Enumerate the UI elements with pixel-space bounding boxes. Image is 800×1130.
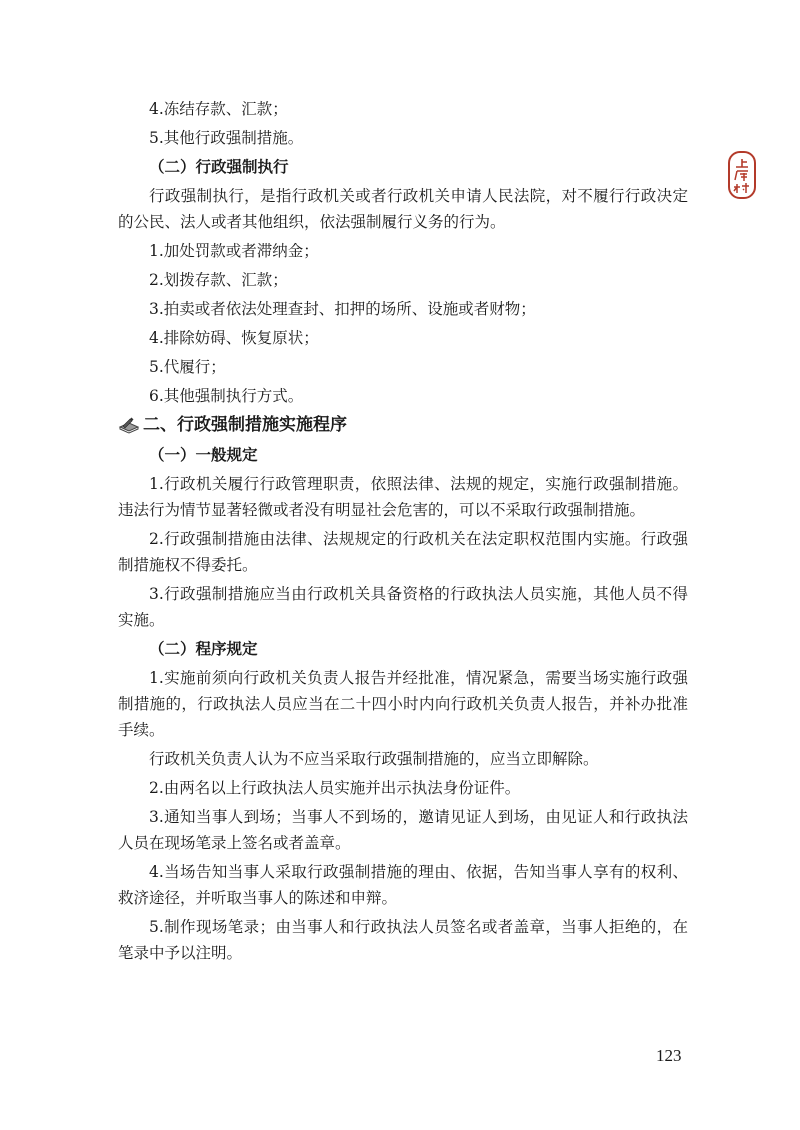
section-heading	[118, 412, 688, 438]
subheading: （二）行政强制执行	[149, 158, 289, 176]
paragraph: 1.行政机关履行行政管理职责，依照法律、法规的规定，实施行政强制措施。违法行为情节显著轻微或者没有明显社会危害的，可以不采取行政强制措施。	[118, 475, 688, 519]
paragraph: 2.由两名以上行政执法人员实施并出示执法身份证件。	[149, 779, 521, 797]
paragraph: 6.其他强制执行方式。	[149, 387, 304, 405]
paragraph: 1.实施前须向行政机关负责人报告并经批准，情况紧急，需要当场实施行政强制措施的，行政执法人员应当在二十四小时内向行政机关负责人报告，并补办批准手续。	[118, 669, 688, 739]
paragraph: 3.拍卖或者依法处理查封、扣押的场所、设施或者财物；	[149, 300, 536, 318]
paragraph: 5.制作现场笔录；由当事人和行政执法人员签名或者盖章，当事人拒绝的，在笔录中予以注明。	[118, 918, 688, 962]
paragraph: 2.行政强制措施由法律、法规规定的行政机关在法定职权范围内实施。行政强制措施权不得委托。	[118, 530, 688, 574]
paragraph: 5.其他行政强制措施。	[149, 129, 304, 147]
paragraph: 2.划拨存款、汇款；	[149, 271, 288, 289]
paragraph: 行政机关负责人认为不应当采取行政强制措施的，应当立即解除。	[149, 750, 599, 768]
paragraph: 4.当场告知当事人采取行政强制措施的理由、依据，告知当事人享有的权利、救济途径，并听取当事人的陈述和申辩。	[118, 863, 688, 907]
paragraph: 3.行政强制措施应当由行政机关具备资格的行政执法人员实施，其他人员不得实施。	[118, 585, 688, 629]
subheading: （二）程序规定	[149, 640, 258, 658]
book-pen-icon	[118, 415, 140, 435]
seal-stamp-icon	[727, 150, 757, 200]
section-heading-text: 二、行政强制措施实施程序	[143, 415, 347, 435]
page-number: 123	[656, 1046, 682, 1065]
paragraph: 3.通知当事人到场；当事人不到场的，邀请见证人到场，由见证人和行政执法人员在现场笔录上签名或者盖章。	[118, 808, 688, 852]
subheading: （一）一般规定	[149, 446, 258, 464]
paragraph: 1.加处罚款或者滞纳金；	[149, 242, 319, 260]
paragraph: 4.排除妨碍、恢复原状；	[149, 329, 319, 347]
document-body	[118, 96, 688, 969]
paragraph: 4.冻结存款、汇款；	[149, 100, 288, 118]
paragraph: 行政强制执行，是指行政机关或者行政机关申请人民法院，对不履行行政决定的公民、法人或者其他组织，依法强制履行义务的行为。	[118, 187, 688, 231]
paragraph: 5.代履行；	[149, 358, 226, 376]
